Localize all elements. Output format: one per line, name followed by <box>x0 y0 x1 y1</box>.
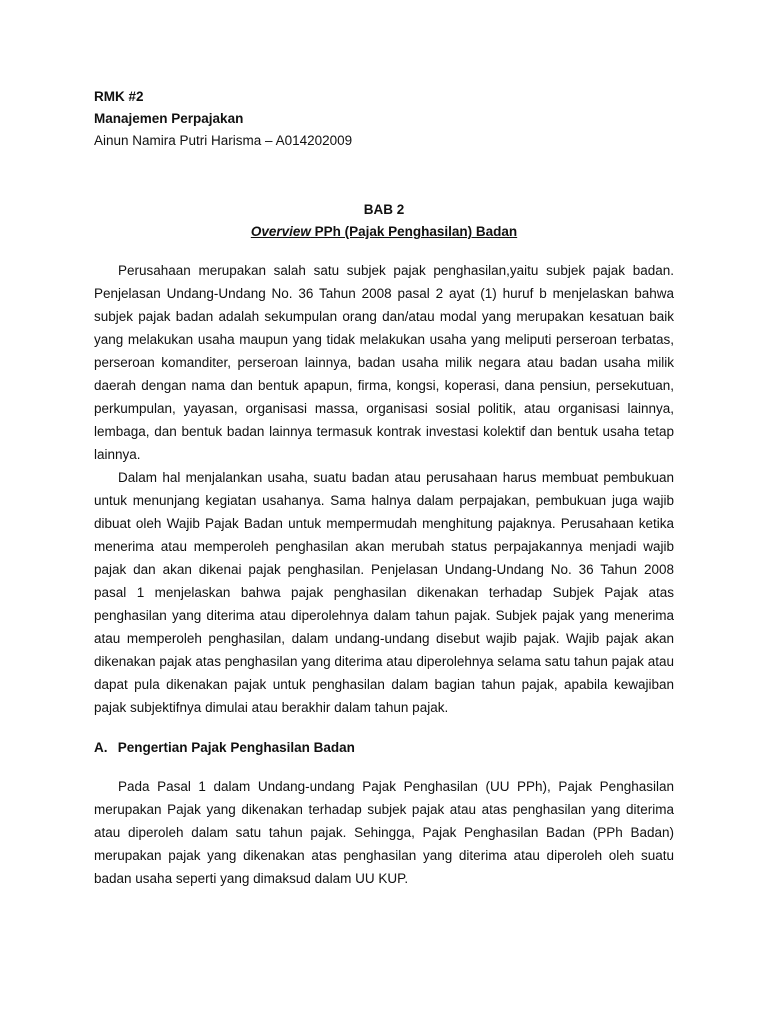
chapter-title <box>94 221 674 243</box>
document-body <box>94 259 674 890</box>
chapter-label: BAB 2 <box>363 202 405 217</box>
chapter-title-italic: Overview <box>250 224 311 239</box>
author-line: Ainun Namira Putri Harisma – A014202009 <box>94 133 353 148</box>
section-a-paragraph: Pada Pasal 1 dalam Undang-undang Pajak Penghasilan (UU PPh), Pajak Penghasilan merupakan Pajak yang dikenakan terhadap subjek pajak atau atas penghasilan yang diterima atau diperoleh dalam satu tahun pajak. Sehingga, Pajak Penghasilan Badan (PPh Badan) merupakan pajak yang dikenakan atas penghasilan yang diterima atau diperoleh oleh suatu badan usaha seperti yang dimaksud dalam UU KUP. <box>94 779 674 886</box>
assignment-label: RMK #2 <box>94 89 144 104</box>
course-name: Manajemen Perpajakan <box>94 111 244 126</box>
document-header <box>94 86 684 152</box>
body-paragraph-1: Perusahaan merupakan salah satu subjek pajak penghasilan,yaitu subjek pajak badan. Penjelasan Undang-Undang No. 36 Tahun 2008 pasal 2 ayat (1) huruf b menjelaskan bahwa subjek pajak badan adalah sekumpulan orang dan/atau modal yang merupakan kesatuan baik yang melakukan usaha maupun yang tidak melakukan usaha yang meliputi perseroan terbatas, perseroan komanditer, perseroan lainnya, badan usaha milik negara atau badan usaha milik daerah dengan nama dan bentuk apapun, firma, kongsi, koperasi, dana pensiun, persekutuan, perkumpulan, yayasan, organisasi massa, organisasi sosial politik, atau organisasi lainnya, lembaga, dan bentuk badan lainnya termasuk kontrak investasi kolektif dan bentuk usaha tetap lainnya. <box>94 263 674 462</box>
section-a-number: A. <box>94 740 108 755</box>
section-a-title: Pengertian Pajak Penghasilan Badan <box>117 740 355 755</box>
body-paragraph-2: Dalam hal menjalankan usaha, suatu badan atau perusahaan harus membuat pembukuan untuk menunjang kegiatan usahanya. Sama halnya dalam perpajakan, pembukuan juga wajib dibuat oleh Wajib Pajak Badan untuk mempermudah menghitung pajaknya. Perusahaan ketika menerima atau memperoleh penghasilan akan merubah status perpajakannya menjadi wajib pajak dan akan dikenai pajak penghasilan. Penjelasan Undang-Undang No. 36 Tahun 2008 pasal 1 menjelaskan bahwa pajak penghasilan dikenakan terhadap Subjek Pajak atas penghasilan yang diterima atau diperolehnya dalam tahun pajak. Subjek pajak yang menerima atau memperoleh penghasilan, dalam undang-undang disebut wajib pajak. Wajib pajak akan dikenakan pajak atas penghasilan yang diterima atau diperolehnya selama satu tahun pajak atau dapat pula dikenakan pajak untuk penghasilan dalam bagian tahun pajak, apabila kewajiban pajak subjektifnya dimulai atau berakhir dalam tahun pajak. <box>94 470 674 715</box>
chapter-heading <box>94 199 674 243</box>
section-a-heading <box>94 737 674 759</box>
chapter-title-rest: PPh (Pajak Penghasilan) Badan <box>310 224 518 239</box>
